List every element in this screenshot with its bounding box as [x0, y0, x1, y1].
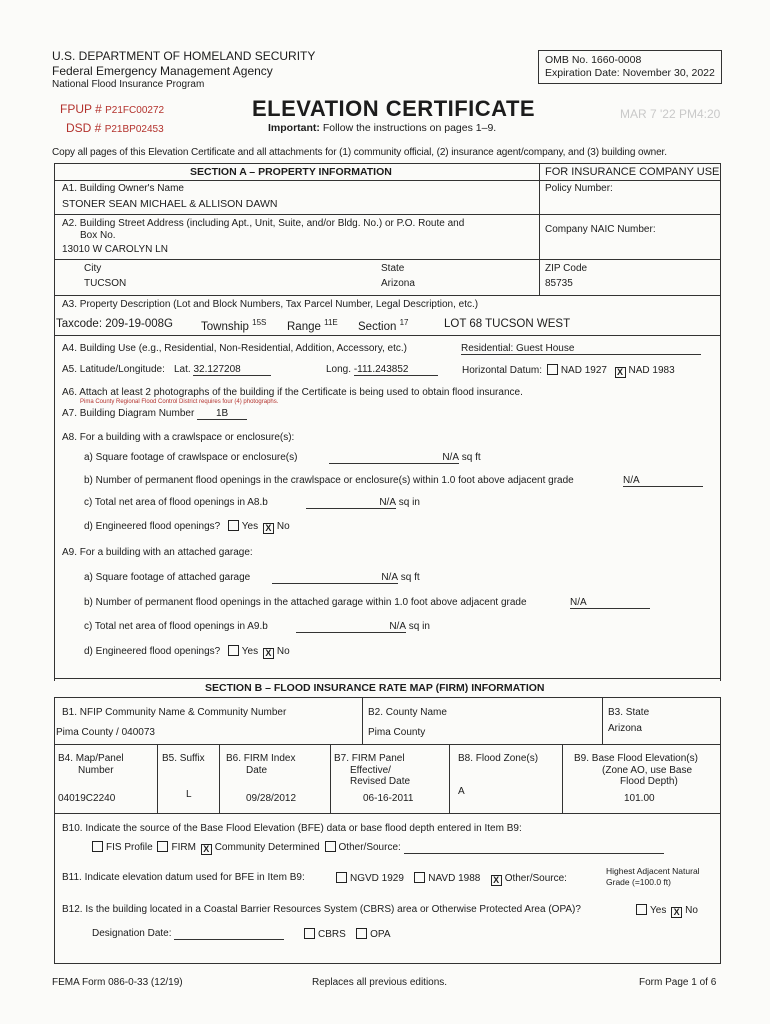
a9d-engineered: d) Engineered flood openings? Yes X No	[84, 646, 290, 658]
a2-street-address: 13010 W CAROLYN LN	[62, 244, 168, 255]
b7-label-cont2: Revised Date	[350, 776, 411, 787]
b6-firm-index-date: 09/28/2012	[246, 793, 297, 804]
nad1927-checkbox[interactable]	[547, 364, 558, 375]
a8b-label: b) Number of permanent flood openings in the crawlspace or enclosure(s) within 1.0 foot above adjacent grade	[84, 475, 574, 486]
city-label: City	[84, 263, 102, 274]
b9-label: B9. Base Flood Elevation(s)	[574, 753, 698, 764]
a9c-value: N/A sq in	[296, 621, 430, 633]
b2-label: B2. County Name	[368, 707, 447, 718]
b6-label-cont: Date	[246, 765, 268, 776]
b9-base-flood-elevation: 101.00	[624, 793, 655, 804]
a9-label: A9. For a building with an attached garage:	[62, 547, 253, 558]
section: Section $^{17}$	[358, 318, 409, 333]
opa-checkbox[interactable]	[356, 928, 367, 939]
received-stamp: MAR 7 '22 PM4:20	[620, 107, 721, 121]
a8b-value: N/A	[623, 475, 703, 487]
a1-label: A1. Building Owner's Name	[62, 183, 184, 194]
a8-label: A8. For a building with a crawlspace or enclosure(s):	[62, 432, 295, 443]
b11-datum: NGVD 1929 NAVD 1988 X Other/Source:	[334, 872, 567, 886]
form-number: FEMA Form 086-0-33 (12/19)	[52, 977, 183, 988]
section-a-title: SECTION A – PROPERTY INFORMATION	[190, 166, 392, 178]
nad1983-checkbox[interactable]: X	[615, 367, 626, 378]
b6-label: B6. FIRM Index	[226, 753, 296, 764]
page-number: Form Page 1 of 6	[639, 977, 717, 988]
longitude: Long. -111.243852	[326, 364, 438, 376]
replaces-note: Replaces all previous editions.	[312, 977, 448, 988]
b10-sources: FIS Profile FIRM X Community Determined Other/Source:	[90, 841, 664, 855]
designation-date: Designation Date:	[92, 928, 284, 940]
a8a-value: N/A sq ft	[329, 452, 481, 464]
dsd-number: DSD # P21BP02453	[66, 121, 164, 135]
b7-panel-date: 06-16-2011	[363, 793, 414, 804]
b1-community: Pima County / 040073	[56, 727, 155, 738]
b12-no-checkbox[interactable]: X	[671, 907, 682, 918]
a8d-yes-checkbox[interactable]	[228, 520, 239, 531]
a8c-value: N/A sq in	[306, 497, 420, 509]
a1-owner-name: STONER SEAN MICHAEL & ALLISON DAWN	[62, 198, 278, 210]
ngvd-checkbox[interactable]	[336, 872, 347, 883]
a9b-label: b) Number of permanent flood openings in the attached garage within 1.0 foot above adjacent grade	[84, 597, 527, 608]
b8-label: B8. Flood Zone(s)	[458, 753, 539, 764]
other-source-checkbox[interactable]	[325, 841, 336, 852]
zip-label: ZIP Code	[545, 263, 588, 274]
other-datum-checkbox[interactable]: X	[491, 875, 502, 886]
copy-instructions: Copy all pages of this Elevation Certificate and all attachments for (1) community official, (2) insurance agent/company, and (3) building owner.	[52, 147, 667, 158]
b11-other-source: Highest Adjacent Natural	[606, 866, 700, 876]
community-determined-checkbox[interactable]: X	[201, 844, 212, 855]
b3-label: B3. State	[608, 707, 650, 718]
city-value: TUCSON	[84, 278, 127, 289]
latitude: Lat. 32.127208	[174, 364, 271, 376]
state-label: State	[381, 263, 405, 274]
a8d-no-checkbox[interactable]: X	[263, 523, 274, 534]
b11-other-source-cont: Grade (=100.0 ft)	[606, 877, 671, 887]
a4-label: A4. Building Use (e.g., Residential, Non-Residential, Addition, Accessory, etc.)	[62, 343, 407, 354]
a2-label-cont: Box No.	[80, 230, 116, 241]
insurance-use-header: FOR INSURANCE COMPANY USE	[545, 166, 720, 178]
designation-type: CBRS OPA	[302, 928, 391, 940]
b12-label: B12. Is the building located in a Coastal Barrier Resources System (CBRS) area or Otherwise Protected Area (OPA)?	[62, 904, 581, 915]
horizontal-datum: Horizontal Datum: NAD 1927 X NAD 1983	[462, 365, 675, 377]
a9d-no-checkbox[interactable]: X	[263, 648, 274, 659]
a5-label: A5. Latitude/Longitude:	[62, 364, 165, 375]
cbrs-checkbox[interactable]	[304, 928, 315, 939]
township: Township $^{15S}$	[201, 318, 267, 333]
b9-label-cont: (Zone AO, use Base	[602, 765, 693, 776]
b5-label: B5. Suffix	[162, 753, 205, 764]
zip-value: 85735	[545, 278, 573, 289]
b2-county: Pima County	[368, 727, 426, 738]
fis-profile-checkbox[interactable]	[92, 841, 103, 852]
omb-number: OMB No. 1660-0008	[545, 54, 642, 66]
a7-label: A7. Building Diagram Number 1B	[62, 408, 247, 420]
b5-suffix: L	[186, 789, 192, 800]
dept-name: U.S. DEPARTMENT OF HOMELAND SECURITY	[52, 49, 316, 63]
state-value: Arizona	[381, 278, 415, 289]
range: Range $^{11E}$	[287, 318, 338, 333]
fpup-number: FPUP # P21FC00272	[60, 102, 165, 116]
a8d-engineered: d) Engineered flood openings? Yes X No	[84, 521, 290, 533]
a9c-label: c) Total net area of flood openings in A9.b	[84, 621, 268, 632]
b4-label: B4. Map/Panel	[58, 753, 124, 764]
navd-checkbox[interactable]	[414, 872, 425, 883]
b3-state: Arizona	[608, 723, 642, 734]
program-name: National Flood Insurance Program	[52, 79, 205, 90]
b11-label: B11. Indicate elevation datum used for BFE in Item B9:	[62, 872, 305, 883]
a9b-value: N/A	[570, 597, 650, 609]
b10-label: B10. Indicate the source of the Base Flood Elevation (BFE) data or base flood depth entered in Item B9:	[62, 823, 522, 834]
b1-label: B1. NFIP Community Name & Community Number	[62, 707, 287, 718]
b7-label: B7. FIRM Panel	[334, 753, 405, 764]
b9-label-cont2: Flood Depth)	[620, 776, 678, 787]
form-title: ELEVATION CERTIFICATE	[252, 96, 536, 121]
a9a-label: a) Square footage of attached garage	[84, 572, 251, 583]
agency-name: Federal Emergency Management Agency	[52, 64, 273, 78]
a3-label: A3. Property Description (Lot and Block Numbers, Tax Parcel Number, Legal Description, etc.)	[62, 299, 479, 310]
a6-label: A6. Attach at least 2 photographs of the building if the Certificate is being used to obtain flood insurance.	[62, 387, 523, 398]
taxcode: Taxcode: 209-19-008G	[56, 318, 173, 330]
policy-number-label: Policy Number:	[545, 183, 613, 194]
expiration-date: Expiration Date: November 30, 2022	[545, 67, 715, 79]
a9a-value: N/A sq ft	[272, 572, 420, 584]
b4-map-panel: 04019C2240	[58, 793, 116, 804]
b8-flood-zone: A	[458, 786, 465, 797]
a8c-label: c) Total net area of flood openings in A8.b	[84, 497, 268, 508]
section-b-title: SECTION B – FLOOD INSURANCE RATE MAP (FIRM) INFORMATION	[205, 682, 545, 694]
firm-checkbox[interactable]	[157, 841, 168, 852]
naic-label: Company NAIC Number:	[545, 224, 656, 235]
a4-building-use: Residential: Guest House	[461, 343, 701, 355]
b12-yes-checkbox[interactable]	[636, 904, 647, 915]
b7-label-cont: Effective/	[350, 765, 391, 776]
a6-county-note: Pima County Regional Flood Control District requires four (4) photographs.	[80, 399, 279, 405]
b4-label-cont: Number	[78, 765, 114, 776]
important-note: Important: Follow the instructions on pages 1–9.	[268, 122, 497, 134]
a9d-yes-checkbox[interactable]	[228, 645, 239, 656]
a8a-label: a) Square footage of crawlspace or enclosure(s)	[84, 452, 298, 463]
b12-answer: Yes X No	[634, 904, 698, 918]
a2-label: A2. Building Street Address (including Apt., Unit, Suite, and/or Bldg. No.) or P.O. Route and	[62, 218, 465, 229]
lot-description: LOT 68 TUCSON WEST	[444, 318, 571, 330]
